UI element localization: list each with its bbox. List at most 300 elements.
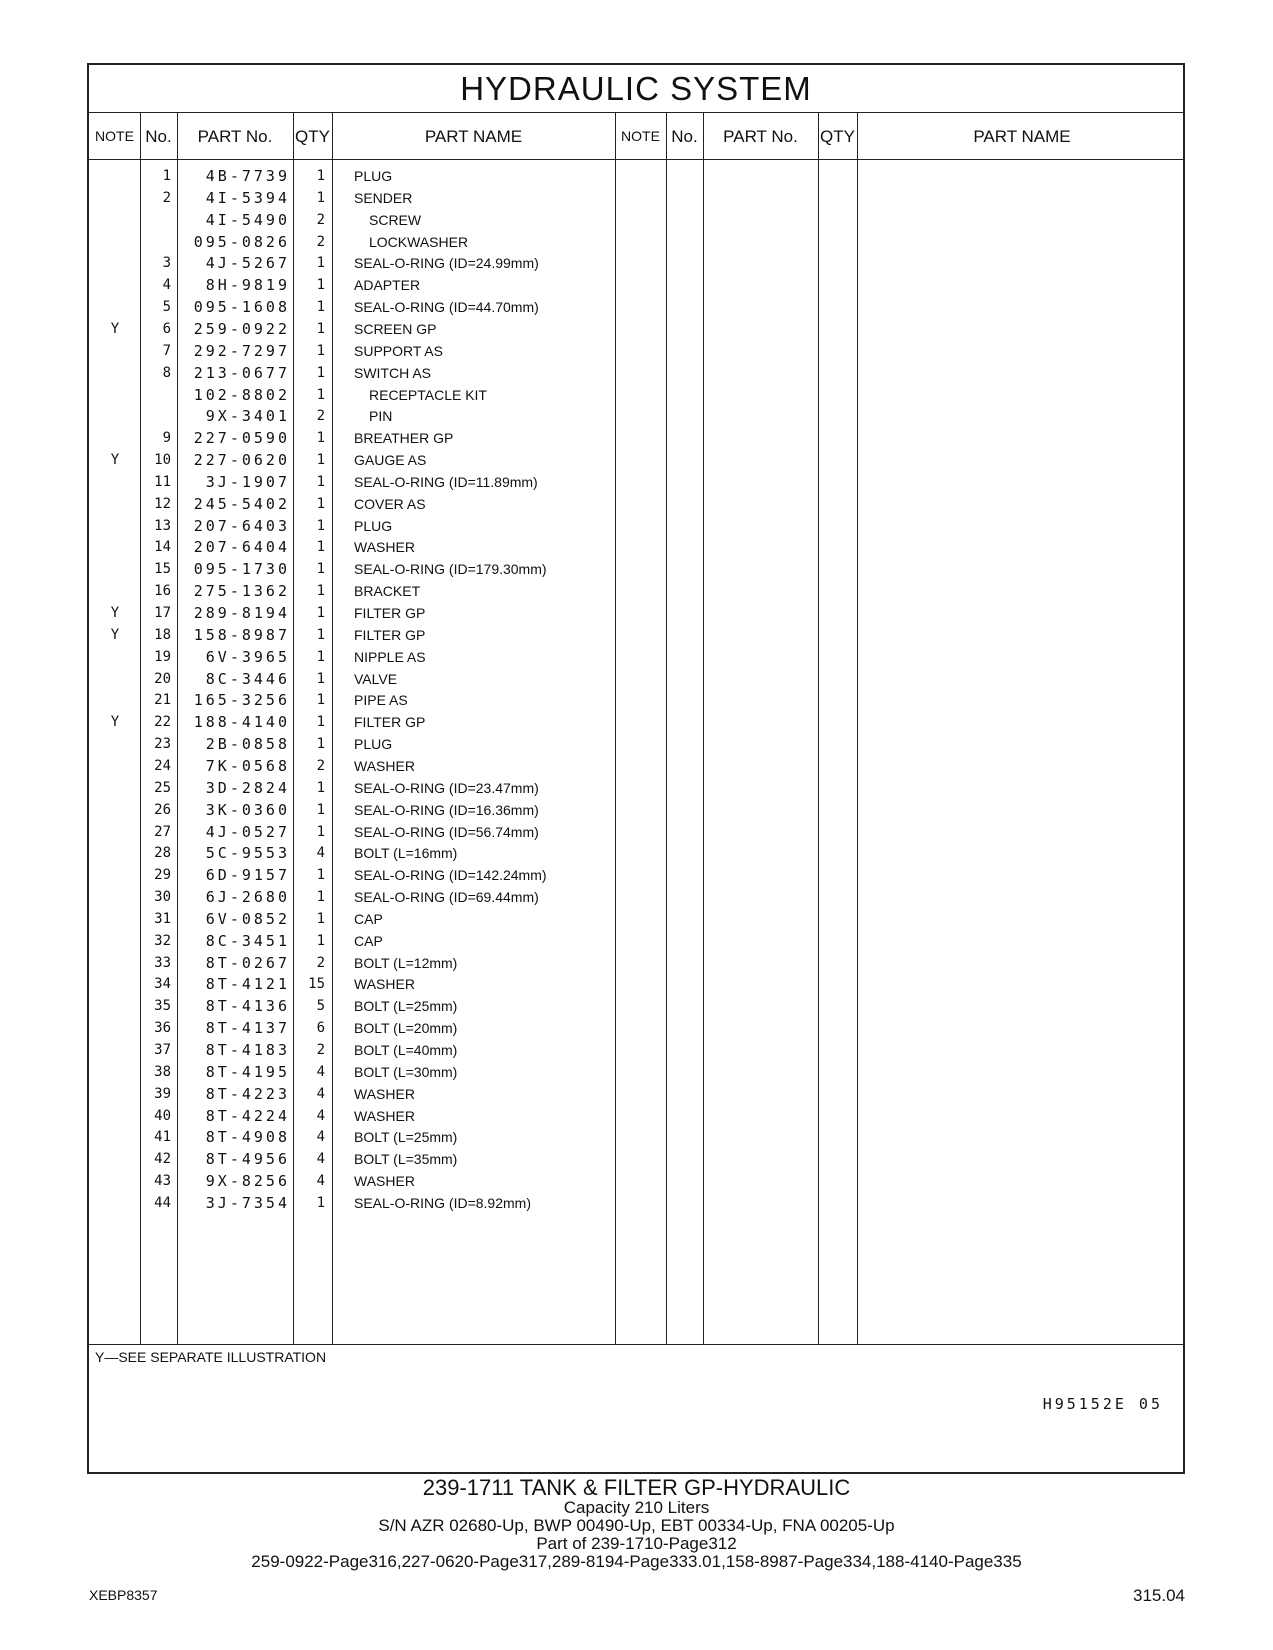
quantity-cell: 1 (316, 605, 325, 621)
note-cell (89, 668, 141, 691)
part-number-cell: 8H-9819 (205, 276, 290, 295)
table-row (89, 558, 634, 581)
item-number-cell: 43 (154, 1173, 171, 1190)
note-cell (89, 1170, 141, 1193)
part-number-cell: 095-1730 (193, 560, 290, 579)
table-row (89, 1126, 634, 1149)
note-cell (89, 580, 141, 603)
item-number-cell: 27 (154, 823, 171, 840)
item-number-cell: 37 (154, 1042, 171, 1058)
note-cell (89, 1017, 141, 1040)
quantity-cell: 4 (316, 1085, 325, 1102)
table-row (89, 886, 634, 909)
item-number-cell: 30 (154, 889, 171, 906)
part-name-cell: FILTER GP (354, 605, 426, 621)
item-number-cell: 28 (154, 845, 171, 862)
part-name-cell: BOLT (L=16mm) (354, 845, 458, 862)
note-cell (89, 689, 141, 712)
part-number-cell: 3D-2824 (205, 778, 290, 797)
note-cell (89, 493, 141, 516)
quantity-cell: 1 (316, 779, 325, 796)
caption-page-refs: 259-0922-Page316,227-0620-Page317,289-8194-Page333.01,158-8987-Page334,188-4140-Page335 (251, 1552, 1022, 1571)
item-number-cell: 1 (162, 168, 171, 184)
table-row (89, 1148, 634, 1171)
table-row (89, 624, 634, 647)
part-number-cell: 4B-7739 (205, 167, 290, 185)
part-number-cell: 259-0922 (193, 319, 290, 338)
quantity-cell: 1 (316, 801, 325, 818)
part-name-cell: PIPE AS (354, 692, 408, 709)
item-number-cell: 6 (162, 320, 171, 337)
part-number-cell: 8T-4136 (205, 997, 290, 1016)
note-cell (89, 405, 141, 428)
quantity-cell: 1 (316, 736, 325, 753)
item-number-cell: 11 (154, 473, 171, 490)
part-name-cell: SEAL-O-RING (ID=24.99mm) (354, 255, 539, 272)
note-cell (89, 471, 141, 494)
quantity-cell: 1 (316, 867, 325, 884)
item-number-cell: 25 (154, 779, 171, 796)
table-row (89, 689, 634, 712)
item-number-cell (141, 231, 171, 254)
part-number-cell: 213-0677 (193, 363, 290, 382)
quantity-cell: 1 (316, 168, 325, 184)
header-qty: QTY (295, 127, 330, 146)
header-qty-right: QTY (820, 127, 855, 146)
note-cell (89, 755, 141, 778)
note-cell (89, 995, 141, 1018)
item-number-cell: 17 (154, 605, 171, 621)
note-cell (89, 165, 141, 188)
part-number-cell: 3J-7354 (205, 1193, 290, 1212)
table-row (89, 580, 634, 603)
table-row (89, 668, 634, 691)
quantity-cell: 1 (316, 692, 325, 709)
quantity-cell: 2 (316, 757, 325, 774)
item-number-cell: 12 (154, 495, 171, 512)
part-number-cell: 8T-4183 (205, 1041, 290, 1059)
item-number-cell: 15 (154, 561, 171, 578)
quantity-cell: 1 (316, 386, 325, 403)
quantity-cell: 1 (316, 342, 325, 359)
item-number-cell (141, 405, 171, 428)
part-number-cell: 8C-3446 (205, 669, 290, 688)
part-number-cell: 5C-9553 (205, 844, 290, 863)
note-cell (89, 1192, 141, 1215)
note-cell (89, 1105, 141, 1128)
item-number-cell: 41 (154, 1129, 171, 1146)
part-number-cell: 102-8802 (193, 385, 290, 404)
table-row (89, 952, 634, 975)
table-row (89, 864, 634, 887)
item-number-cell: 34 (154, 976, 171, 993)
quantity-cell: 1 (316, 495, 325, 512)
part-name-cell: FILTER GP (354, 626, 426, 643)
part-name-cell: WASHER (354, 1107, 415, 1124)
part-number-cell: 6V-3965 (205, 647, 290, 666)
item-number-cell: 35 (154, 998, 171, 1015)
note-cell (89, 187, 141, 210)
quantity-cell: 1 (316, 255, 325, 272)
part-name-cell: WASHER (354, 757, 415, 774)
header-part-name-right: PART NAME (973, 127, 1071, 146)
item-number-cell: 23 (154, 736, 171, 753)
table-row (89, 1170, 634, 1193)
table-row (89, 799, 634, 822)
part-number-cell: 289-8194 (193, 604, 290, 622)
part-name-cell: GAUGE AS (354, 452, 427, 469)
part-number-cell: 275-1362 (193, 582, 290, 601)
part-name-cell: PLUG (354, 736, 393, 753)
part-number-cell: 8T-4956 (205, 1150, 290, 1169)
header-no: No. (145, 127, 172, 146)
table-row (89, 536, 634, 559)
item-number-cell: 22 (154, 714, 171, 731)
part-name-cell: SENDER (354, 189, 413, 206)
part-name-cell: BOLT (L=25mm) (354, 1129, 458, 1146)
item-number-cell: 5 (162, 299, 171, 316)
note-cell (89, 886, 141, 909)
caption-capacity: Capacity 210 Liters (563, 1498, 710, 1517)
note-cell (89, 646, 141, 669)
table-row (89, 187, 634, 210)
document-code: XEBP8357 (89, 1587, 158, 1603)
part-number-cell: 6J-2680 (205, 888, 290, 907)
note-cell (89, 1039, 141, 1062)
item-number-cell: 16 (154, 583, 171, 600)
note-cell: Y (110, 320, 120, 337)
item-number-cell: 36 (154, 1020, 171, 1037)
item-number-cell: 40 (154, 1107, 171, 1124)
item-number-cell: 38 (154, 1063, 171, 1080)
column-divider (703, 112, 704, 1344)
quantity-cell: 1 (316, 823, 325, 840)
table-row (89, 755, 634, 778)
quantity-cell: 1 (316, 539, 325, 556)
quantity-cell: 1 (316, 517, 325, 534)
table-row (89, 449, 634, 472)
part-number-cell: 095-0826 (193, 232, 290, 251)
note-cell (89, 209, 141, 232)
quantity-cell: 1 (316, 473, 325, 490)
table-row (89, 1039, 634, 1062)
note-cell (89, 1061, 141, 1084)
table-row (89, 252, 634, 275)
note-cell (89, 362, 141, 385)
header-note: NOTE (95, 128, 134, 144)
quantity-cell: 4 (316, 1151, 325, 1168)
column-divider (666, 112, 667, 1344)
part-number-cell: 3J-1907 (205, 472, 290, 491)
quantity-cell: 4 (316, 1129, 325, 1146)
quantity-cell: 1 (316, 1194, 325, 1211)
item-number-cell: 20 (154, 670, 171, 687)
part-number-cell: 3K-0360 (205, 800, 290, 819)
note-cell (89, 1148, 141, 1171)
item-number-cell: 3 (162, 255, 171, 272)
note-cell: Y (110, 452, 120, 469)
quantity-cell: 2 (316, 954, 325, 971)
part-number-cell: 8T-4223 (205, 1084, 290, 1103)
part-name-cell: BOLT (L=20mm) (354, 1020, 458, 1037)
item-number-cell: 13 (154, 517, 171, 534)
caption-serials: S/N AZR 02680-Up, BWP 00490-Up, EBT 00334-Up, FNA 00205-Up (378, 1516, 895, 1535)
part-number-cell: 165-3256 (193, 691, 290, 710)
note-cell (89, 842, 141, 865)
footnote: Y—SEE SEPARATE ILLUSTRATION (95, 1349, 327, 1365)
note-cell: Y (110, 626, 120, 643)
table-row (89, 427, 634, 450)
page-title: HYDRAULIC SYSTEM (460, 70, 812, 107)
part-name-cell: BOLT (L=40mm) (354, 1042, 458, 1058)
part-number-cell: 8T-4195 (205, 1062, 290, 1081)
item-number-cell: 39 (154, 1085, 171, 1102)
table-row (89, 274, 634, 297)
item-number-cell: 8 (162, 364, 171, 381)
note-cell: Y (110, 605, 120, 621)
table-row (89, 733, 634, 756)
part-number-cell: 8T-4224 (205, 1106, 290, 1125)
part-number-cell: 4I-5394 (205, 188, 290, 207)
table-row (89, 1083, 634, 1106)
quantity-cell: 4 (316, 1107, 325, 1124)
part-number-cell: 4J-5267 (205, 254, 290, 273)
part-number-cell: 8T-4137 (205, 1019, 290, 1038)
quantity-cell: 15 (308, 976, 325, 993)
quantity-cell: 1 (316, 648, 325, 665)
part-name-cell: BOLT (L=12mm) (354, 954, 458, 971)
table-row (89, 930, 634, 953)
part-name-cell: FILTER GP (354, 714, 426, 731)
part-name-cell: CAP (354, 932, 383, 949)
part-name-cell: BREATHER GP (354, 430, 454, 447)
table-row (89, 777, 634, 800)
note-cell (89, 340, 141, 363)
note-cell (89, 799, 141, 822)
header-part-no: PART No. (197, 127, 273, 146)
parts-list-frame (87, 63, 1185, 1474)
quantity-cell: 4 (316, 1063, 325, 1080)
part-number-cell: 207-6404 (193, 538, 290, 557)
quantity-cell: 1 (316, 320, 325, 337)
part-name-cell: SEAL-O-RING (ID=142.24mm) (354, 867, 547, 884)
part-name-cell: SEAL-O-RING (ID=69.44mm) (354, 889, 539, 906)
item-number-cell: 44 (154, 1194, 171, 1211)
part-name-cell: BOLT (L=35mm) (354, 1151, 458, 1168)
caption-title: 239-1711 TANK & FILTER GP-HYDRAULIC (422, 1475, 851, 1500)
table-row (89, 646, 634, 669)
quantity-cell: 4 (316, 845, 325, 862)
quantity-cell: 1 (316, 932, 325, 949)
item-number-cell: 21 (154, 692, 171, 709)
part-name-cell: NIPPLE AS (354, 648, 426, 665)
quantity-cell: 1 (316, 299, 325, 316)
item-number-cell (141, 209, 171, 232)
quantity-cell: 1 (316, 561, 325, 578)
part-name-cell: SCREW (369, 211, 422, 228)
note-cell (89, 821, 141, 844)
table-row (89, 318, 634, 341)
quantity-cell: 1 (316, 583, 325, 600)
table-row (89, 296, 634, 319)
note-cell (89, 231, 141, 254)
header-no-right: No. (671, 127, 698, 146)
part-name-cell: VALVE (354, 670, 398, 687)
page-number: 315.04 (1133, 1586, 1185, 1605)
quantity-cell: 1 (316, 189, 325, 206)
table-row (89, 1017, 634, 1040)
quantity-cell: 6 (316, 1020, 325, 1037)
quantity-cell: 2 (316, 211, 325, 228)
quantity-cell: 1 (316, 430, 325, 447)
quantity-cell: 1 (316, 714, 325, 731)
part-name-cell: SEAL-O-RING (ID=44.70mm) (354, 299, 539, 316)
part-name-cell: SEAL-O-RING (ID=16.36mm) (354, 801, 539, 818)
quantity-cell: 1 (316, 452, 325, 469)
part-name-cell: SEAL-O-RING (ID=23.47mm) (354, 779, 539, 796)
item-number-cell: 14 (154, 539, 171, 556)
note-cell (89, 427, 141, 450)
note-cell (89, 1126, 141, 1149)
part-number-cell: 6D-9157 (205, 866, 290, 885)
table-row (89, 362, 634, 385)
part-name-cell: ADAPTER (354, 277, 421, 294)
part-name-cell: SCREEN GP (354, 320, 437, 337)
header-part-name: PART NAME (424, 127, 523, 146)
note-cell (89, 930, 141, 953)
part-name-cell: WASHER (354, 539, 415, 556)
note-cell (89, 274, 141, 297)
quantity-cell: 1 (316, 626, 325, 643)
quantity-cell: 1 (316, 364, 325, 381)
table-row (89, 1061, 634, 1084)
quantity-cell: 4 (316, 1173, 325, 1190)
part-name-cell: BOLT (L=30mm) (354, 1063, 458, 1080)
part-name-cell: CAP (354, 910, 383, 927)
note-cell (89, 252, 141, 275)
part-number-cell: 095-1608 (193, 298, 290, 317)
table-row (89, 842, 634, 865)
quantity-cell: 5 (316, 998, 325, 1015)
column-divider (857, 112, 858, 1344)
table-row (89, 209, 634, 232)
part-number-cell: 245-5402 (193, 494, 290, 513)
table-row (89, 973, 634, 996)
table-row (89, 908, 634, 931)
part-name-cell: WASHER (354, 1173, 415, 1190)
table-row (89, 995, 634, 1018)
part-name-cell: SWITCH AS (354, 364, 432, 381)
part-number-cell: 6V-0852 (205, 909, 290, 928)
part-number-cell: 8C-3451 (205, 931, 290, 950)
part-name-cell: BRACKET (354, 583, 421, 600)
note-cell (89, 536, 141, 559)
caption-part-of: Part of 239-1710-Page312 (536, 1534, 737, 1553)
part-name-cell: RECEPTACLE KIT (369, 386, 487, 403)
item-number-cell: 10 (154, 452, 171, 469)
part-number-cell: 8T-4121 (205, 975, 290, 994)
header-part-no-right: PART No. (723, 127, 798, 146)
quantity-cell: 2 (316, 1042, 325, 1058)
part-name-cell: WASHER (354, 976, 415, 993)
item-number-cell: 29 (154, 867, 171, 884)
item-number-cell: 26 (154, 801, 171, 818)
part-number-cell: 7K-0568 (205, 756, 290, 775)
table-row (89, 515, 634, 538)
table-row (89, 405, 634, 428)
part-name-cell: SEAL-O-RING (ID=8.92mm) (354, 1194, 531, 1211)
part-name-cell: PIN (369, 408, 393, 425)
item-number-cell: 9 (162, 430, 171, 447)
item-number-cell: 4 (162, 277, 171, 294)
part-number-cell: 207-6403 (193, 516, 290, 535)
part-number-cell: 292-7297 (193, 341, 290, 360)
note-cell (89, 952, 141, 975)
item-number-cell: 31 (154, 910, 171, 927)
note-cell (89, 777, 141, 800)
table-row (89, 340, 634, 363)
part-number-cell: 4I-5490 (205, 210, 290, 229)
table-row (89, 471, 634, 494)
quantity-cell: 2 (316, 408, 325, 425)
part-number-cell: 4J-0527 (205, 822, 290, 841)
item-number-cell: 24 (154, 757, 171, 774)
table-row (89, 1192, 634, 1215)
part-name-cell: PLUG (354, 168, 393, 184)
table-row (89, 493, 634, 516)
table-row (89, 231, 634, 254)
note-cell: Y (110, 714, 120, 731)
note-cell (89, 384, 141, 407)
part-number-cell: 9X-3401 (205, 407, 290, 426)
item-number-cell: 33 (154, 954, 171, 971)
note-cell (89, 515, 141, 538)
table-row (89, 711, 634, 734)
table-row (89, 602, 634, 625)
item-number-cell: 19 (154, 648, 171, 665)
part-name-cell: WASHER (354, 1085, 415, 1102)
part-name-cell: PLUG (354, 517, 393, 534)
table-row (89, 1105, 634, 1128)
item-number-cell: 7 (162, 342, 171, 359)
item-number-cell: 2 (162, 189, 171, 206)
part-name-cell: LOCKWASHER (369, 233, 469, 250)
quantity-cell: 1 (316, 889, 325, 906)
quantity-cell: 1 (316, 277, 325, 294)
table-row (89, 384, 634, 407)
column-divider (818, 112, 819, 1344)
part-number-cell: 227-0590 (193, 429, 290, 448)
part-name-cell: BOLT (L=25mm) (354, 998, 458, 1015)
quantity-cell: 2 (316, 233, 325, 250)
part-number-cell: 9X-8256 (205, 1172, 290, 1191)
drawing-number: H95152E 05 (1042, 1395, 1163, 1413)
part-name-cell: COVER AS (354, 495, 426, 512)
note-cell (89, 296, 141, 319)
note-cell (89, 908, 141, 931)
note-cell (89, 733, 141, 756)
note-cell (89, 1083, 141, 1106)
table-row (89, 821, 634, 844)
part-number-cell: 188-4140 (193, 713, 290, 732)
item-number-cell: 42 (154, 1151, 171, 1168)
part-number-cell: 8T-0267 (205, 953, 290, 972)
item-number-cell: 32 (154, 932, 171, 949)
item-number-cell (141, 384, 171, 407)
part-number-cell: 8T-4908 (205, 1128, 290, 1147)
divider (89, 1344, 1183, 1345)
note-cell (89, 864, 141, 887)
